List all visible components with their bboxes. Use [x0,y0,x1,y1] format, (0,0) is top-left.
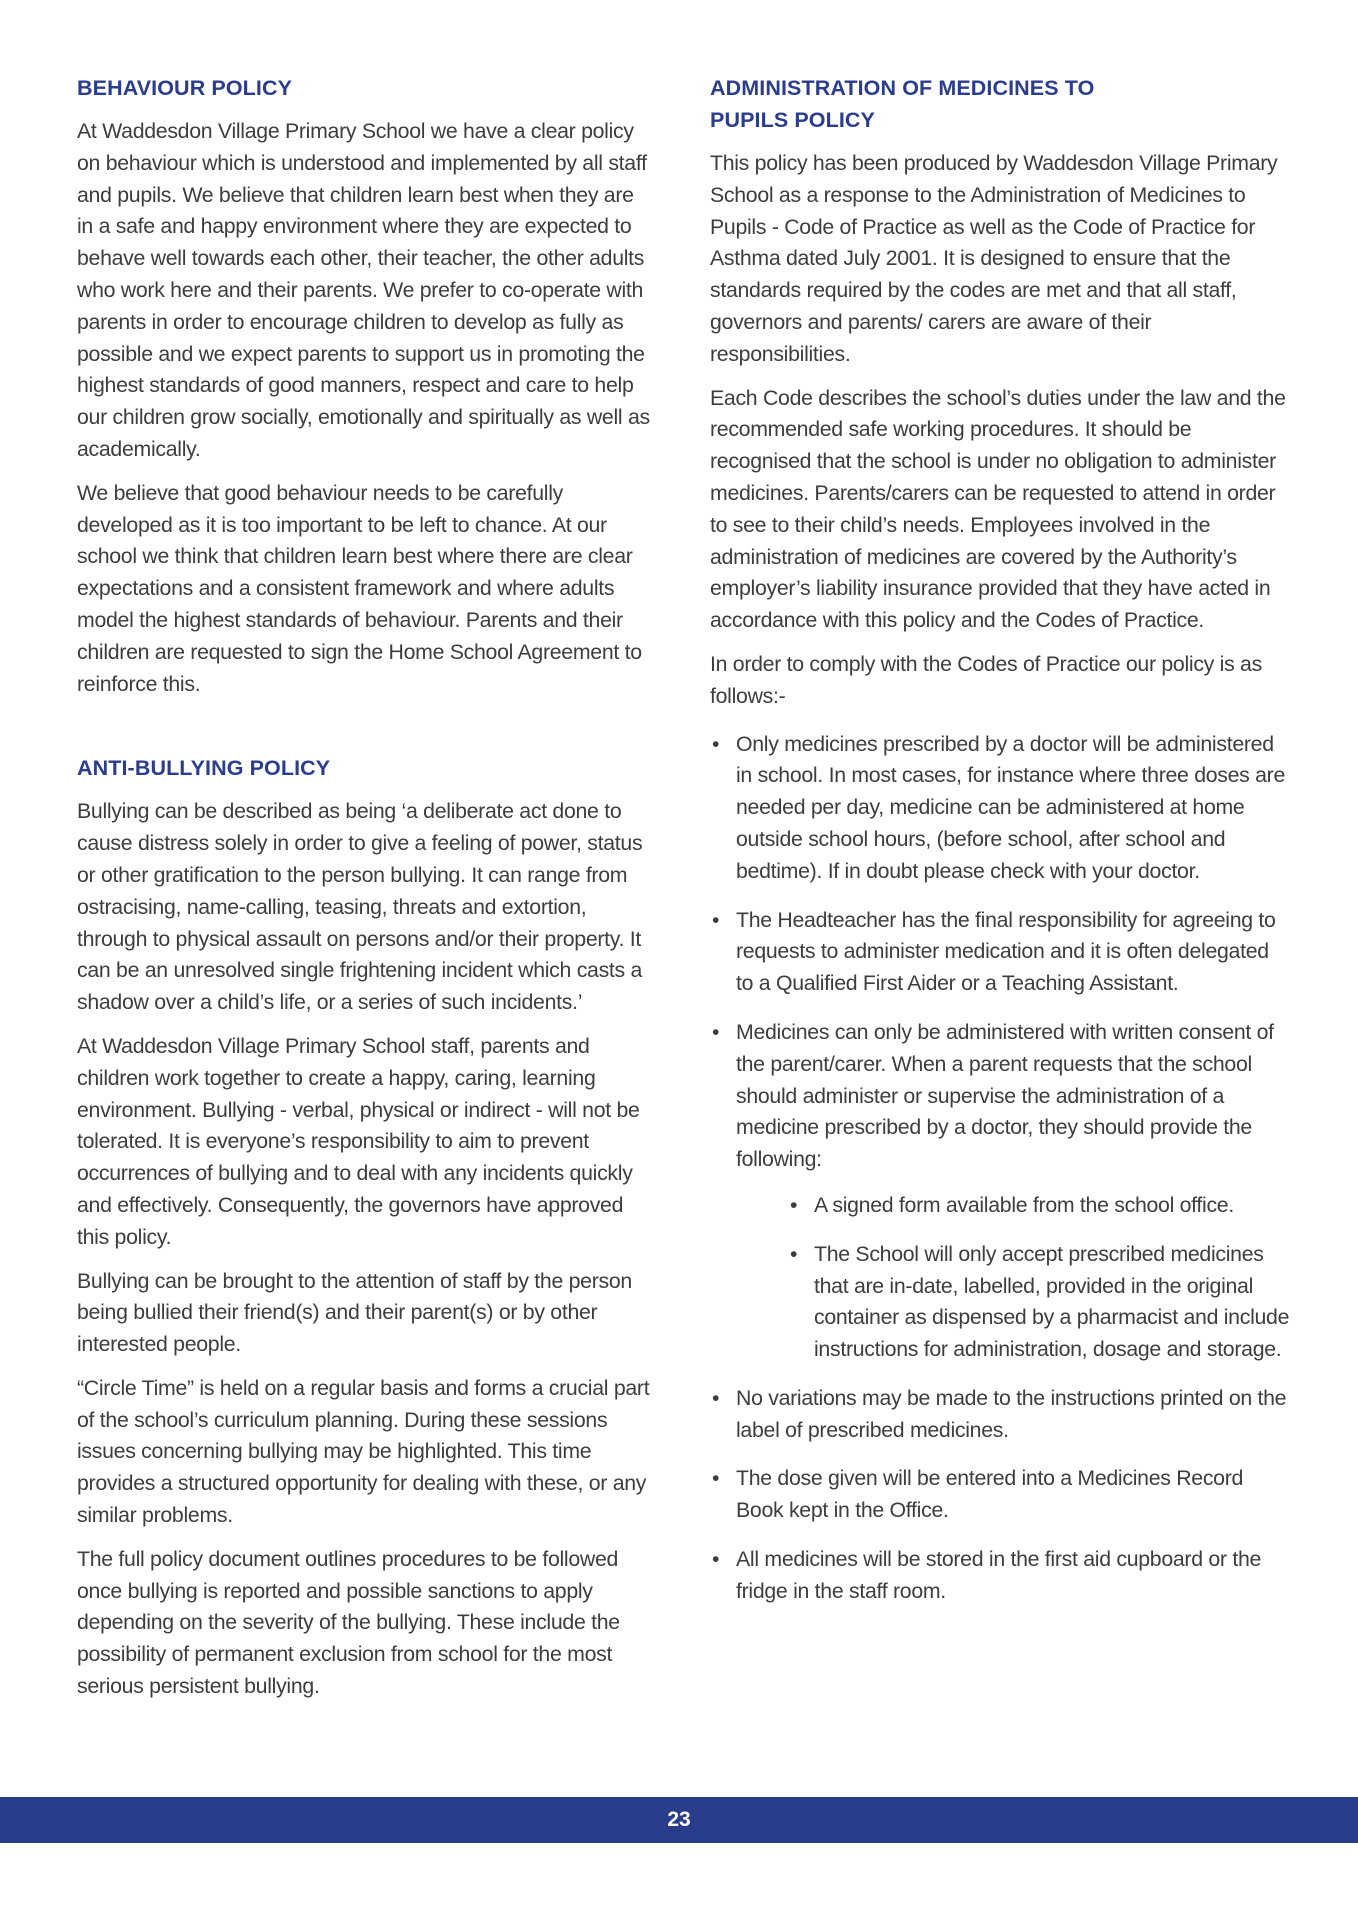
behaviour-policy-heading: BEHAVIOUR POLICY [77,76,293,100]
behaviour-paragraph: We believe that good behaviour needs to be carefully developed as it is too important to be left to chance. At our school we think that children learn best where there are clear expectations and a consistent framework and where adults model the highest standards of behaviour. Parents and their children are requested to sign the Home School Agreement to reinforce this. [77,480,642,696]
list-item [710,1017,1290,1366]
left-column [77,72,653,1715]
behaviour-paragraph: At Waddesdon Village Primary School we have a clear policy on behaviour which is understood and implemented by all staff and pupils. We believe that children learn best when they are in a safe and happy environment where they are expected to behave well towards each other, their teacher, the other adults who work here and their parents. We prefer to co-operate with parents in order to encourage children to develop as fully as possible and we expect parents to support us in promoting the highest standards of good manners, respect and care to help our children grow socially, emotionally and spiritually as well as academically. [77,119,650,461]
consent-requirements-list [736,1190,1290,1366]
sub-list-item: • The School will only accept prescribed medicines that are in-date, labelled, provided in the original container as dispensed by a pharmacist and include instructions for administration, dosage and storage. [788,1239,1290,1366]
medicines-policy-list [710,729,1290,1608]
medicines-paragraph: Each Code describes the school’s duties under the law and the recommended safe working procedures. It should be recognised that the school is under no obligation to administer medicines. Parents/carers can be requested to attend in order to see to their child’s needs. Employees involved in the administration of medicines are covered by the Authority’s employer’s liability insurance provided that they have acted in accordance with this policy and the Codes of Practice. [710,385,1286,633]
anti-bullying-paragraph: At Waddesdon Village Primary School staff, parents and children work together to create a happy, caring, learning environment. Bullying - verbal, physical or indirect - will not be tolerated. It is everyone’s responsibility to aim to prevent occurrences of bullying and to deal with any incidents quickly and effectively. Consequently, the governors have approved this policy. [77,1033,640,1249]
medicines-heading-line-1: ADMINISTRATION OF MEDICINES TO [710,76,1095,100]
medicines-paragraph: This policy has been produced by Waddesdon Village Primary School as a response to the Administration of Medicines to Pupils - Code of Practice as well as the Code of Practice for Asthma dated July 2001. It is designed to ensure that the standards required by the codes are met and that all staff, governors and parents/ carers are aware of their responsibilities. [710,151,1278,366]
sub-list-item: • A signed form available from the school office. [788,1190,1290,1222]
list-item: • The Headteacher has the final responsibility for agreeing to requests to administer medication and it is often delegated to a Qualified First Aider or a Teaching Assistant. [710,905,1290,1000]
footer-bar [0,1797,1358,1843]
medicines-policy-heading [710,72,1290,136]
anti-bullying-paragraph: Bullying can be described as being ‘a deliberate act done to cause distress solely in order to give a feeling of power, status or other gratification to the person bullying. It can range from ostracising, name-calling, teasing, threats and extortion, through to physical assault on persons and/or their property. It can be an unresolved single frightening incident which casts a shadow over a child’s life, or a series of such incidents.’ [77,799,643,1015]
right-column [710,72,1290,1625]
medicines-heading-line-2: PUPILS POLICY [710,108,875,132]
list-item: • Only medicines prescribed by a doctor will be administered in school. In most cases, for instance where three doses are needed per day, medicine can be administered at home outside school hours, (before school, after school and bedtime). If in doubt please check with your doctor. [710,729,1290,888]
list-item: • No variations may be made to the instructions printed on the label of prescribed medicines. [710,1383,1290,1447]
medicines-paragraph: In order to comply with the Codes of Practice our policy is as follows:- [710,651,1262,708]
anti-bullying-policy-heading: ANTI-BULLYING POLICY [77,756,331,781]
anti-bullying-paragraph: The full policy document outlines procedures to be followed once bullying is reported and possible sanctions to apply depending on the severity of the bullying. These include the possibility of permanent exclusion from school for the most serious persistent bullying. [77,1546,620,1699]
anti-bullying-paragraph: Bullying can be brought to the attention of staff by the person being bullied their friend(s) and their parent(s) or by other interested people. [77,1268,632,1357]
anti-bullying-paragraph: “Circle Time” is held on a regular basis and forms a crucial part of the school’s curriculum planning. During these sessions issues concerning bullying may be highlighted. This time provides a structured opportunity for dealing with these, or any similar problems. [77,1375,650,1528]
list-item: • All medicines will be stored in the first aid cupboard or the fridge in the staff room. [710,1544,1290,1608]
list-item: • The dose given will be entered into a Medicines Record Book kept in the Office. [710,1463,1290,1527]
list-item-text: Medicines can only be administered with written consent of the parent/carer. When a parent requests that the school should administer or supervise the administration of a medicine prescribed by a doctor, they should provide the following: [736,1019,1274,1172]
page-number: 23 [667,1808,691,1831]
